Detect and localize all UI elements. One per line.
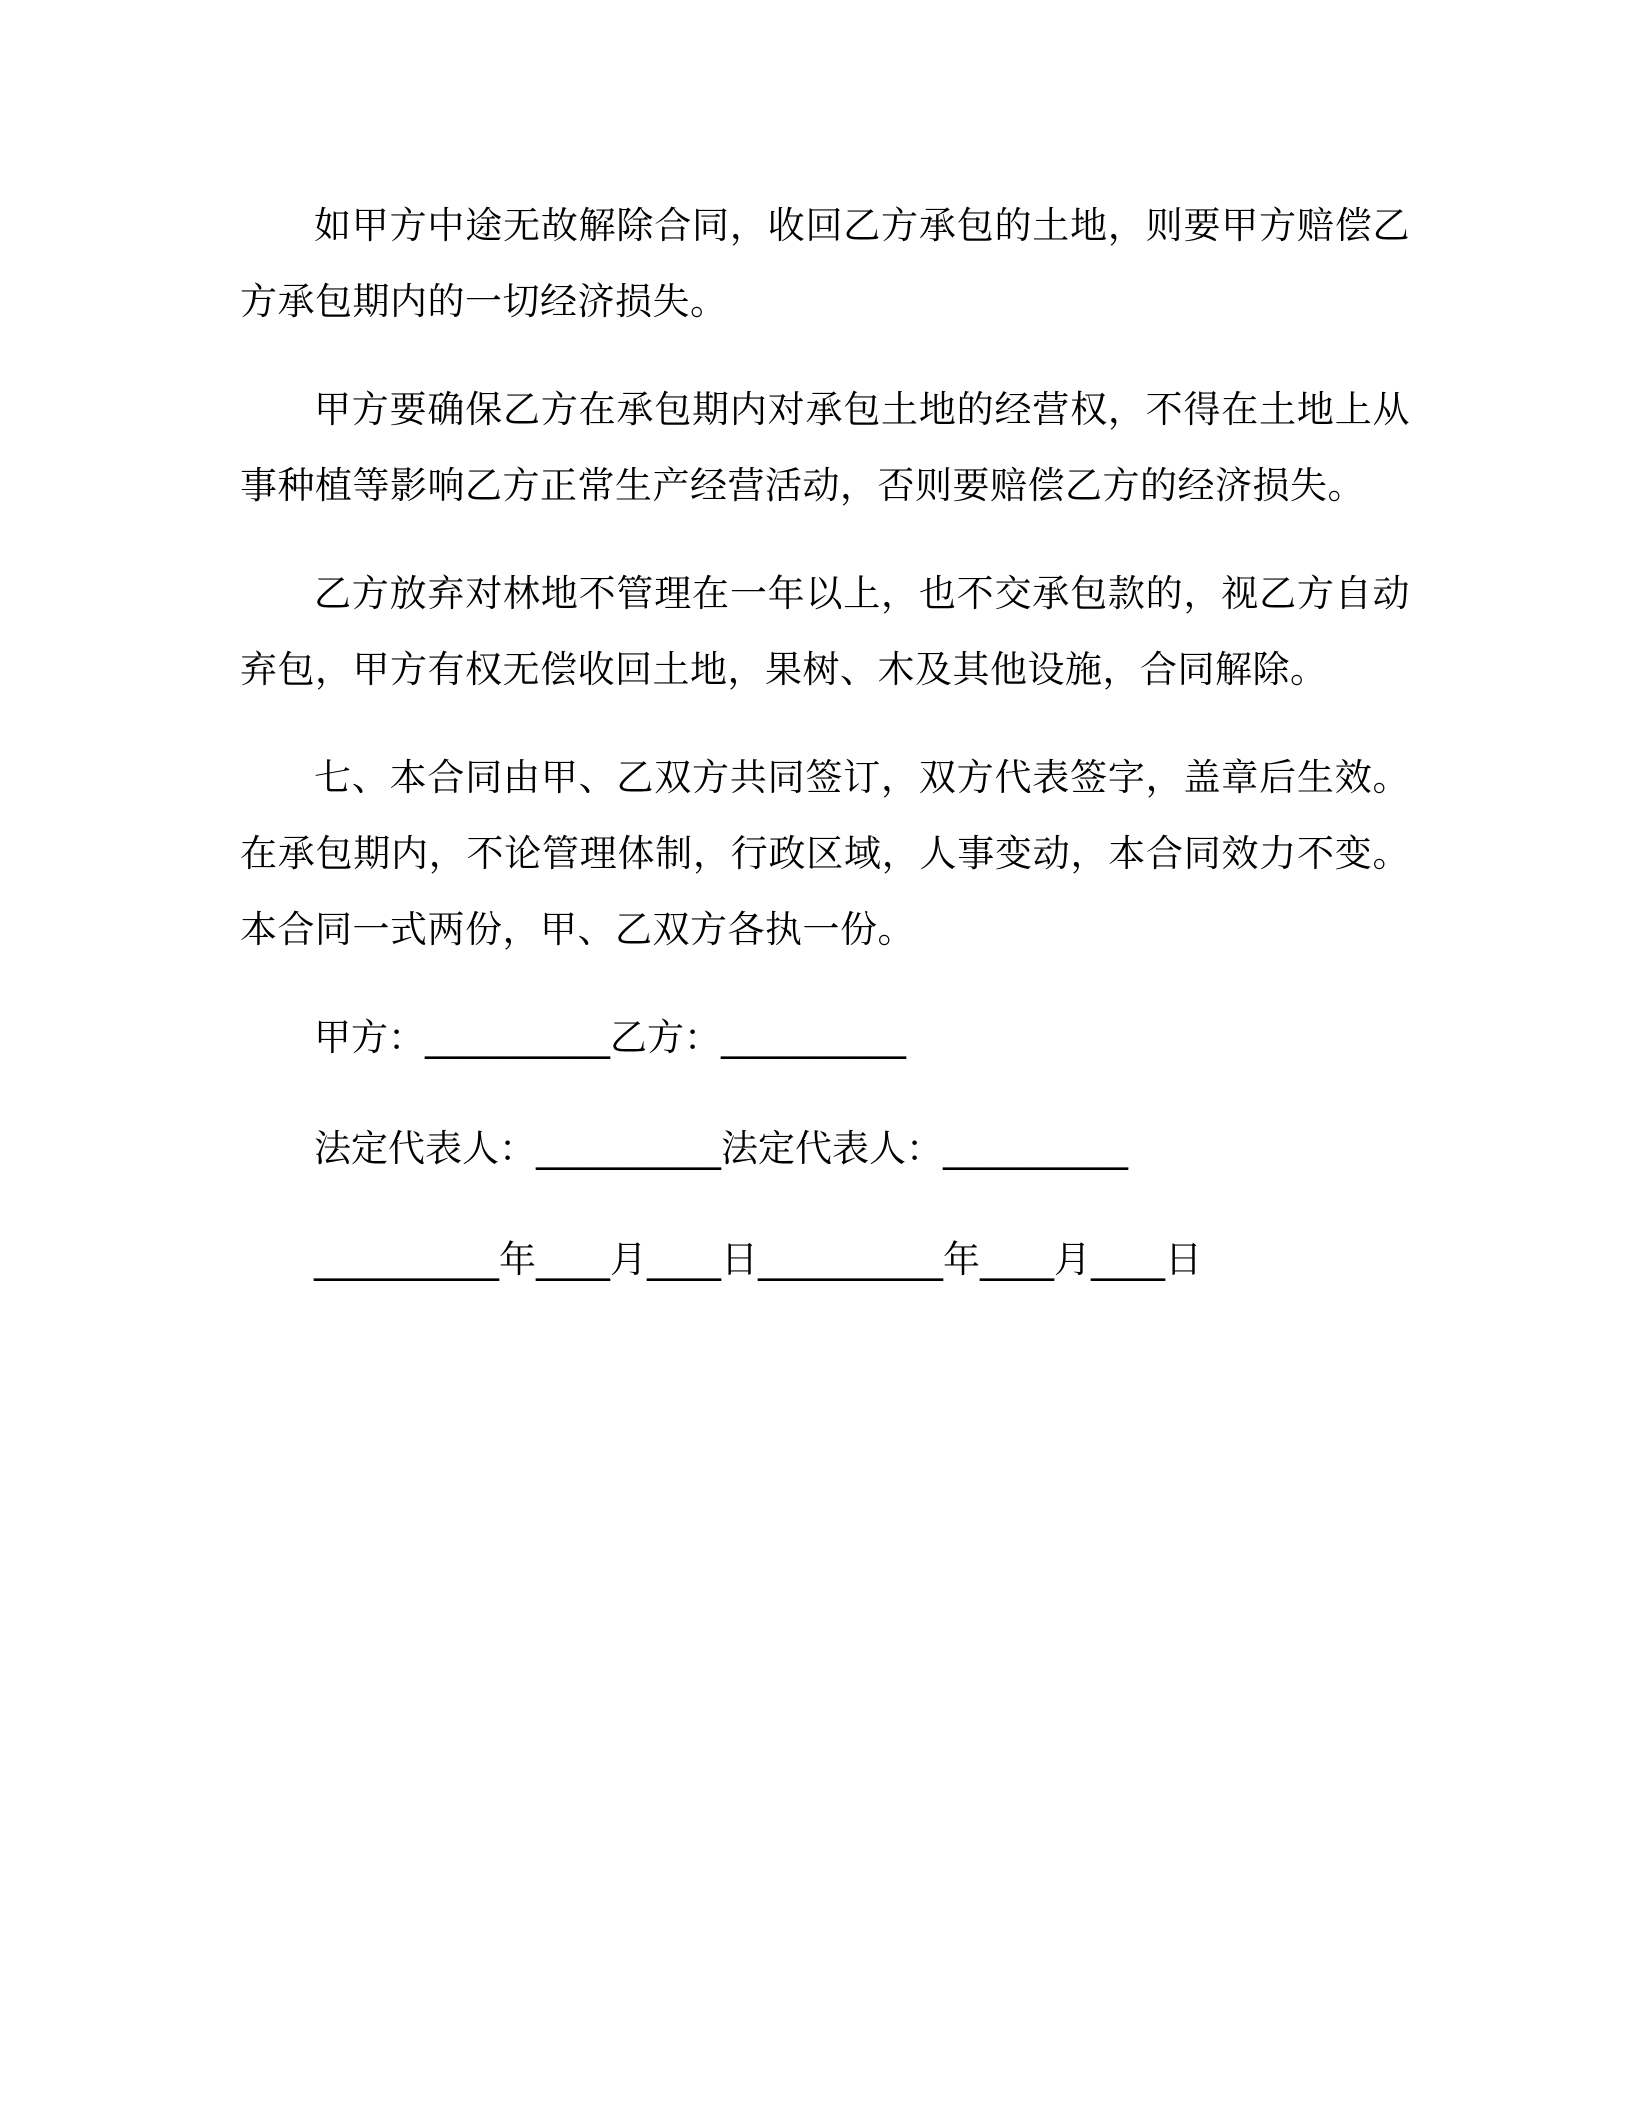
date-line: __________年____月____日__________年____月____日	[314, 1238, 1202, 1281]
representatives-signature-line: 法定代表人：__________法定代表人：__________	[314, 1127, 1128, 1170]
clause-paragraph-2: 甲方要确保乙方在承包期内对承包土地的经营权，不得在土地上从事种植等影响乙方正常生产经营活动，否则要赔偿乙方的经济损失。	[240, 388, 1410, 507]
clause-paragraph-1: 如甲方中途无故解除合同，收回乙方承包的土地，则要甲方赔偿乙方承包期内的一切经济损失。	[240, 204, 1410, 323]
clause-paragraph-3: 乙方放弃对林地不管理在一年以上，也不交承包款的，视乙方自动弃包，甲方有权无偿收回土地，果树、木及其他设施，合同解除。	[240, 572, 1410, 691]
document-body	[240, 188, 1410, 1333]
clause-paragraph-4: 七、本合同由甲、乙双方共同签订，双方代表签字，盖章后生效。在承包期内，不论管理体制，行政区域，人事变动，本合同效力不变。本合同一式两份，甲、乙双方各执一份。	[240, 756, 1410, 951]
parties-signature-line: 甲方：__________乙方：__________	[314, 1016, 906, 1059]
